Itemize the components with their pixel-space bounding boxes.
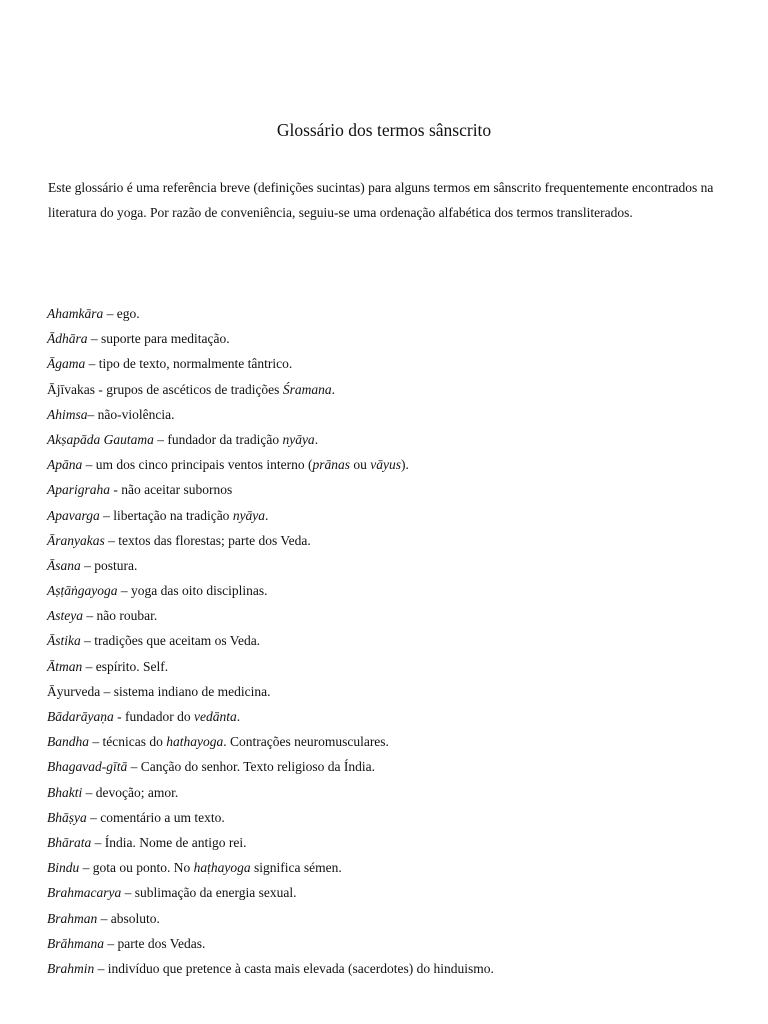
glossary-definition: - não aceitar subornos: [110, 482, 233, 498]
glossary-definition: ).: [400, 457, 409, 473]
glossary-definition: – comentário a um texto.: [86, 809, 225, 825]
glossary-term: Ājīvakas: [47, 381, 95, 397]
glossary-entry: [47, 477, 747, 502]
glossary-entry: [47, 427, 747, 452]
glossary-entry: [47, 578, 747, 603]
glossary-term: Ātman: [47, 658, 83, 674]
glossary-term: Bandha: [47, 734, 89, 750]
glossary-definition: – ego.: [103, 306, 140, 321]
glossary-definition: – Índia. Nome de antigo rei.: [91, 834, 247, 850]
glossary-term: Apavarga: [47, 507, 100, 523]
glossary-entry: [47, 830, 747, 855]
glossary-term: Apāna: [47, 457, 83, 473]
glossary-definition: – sistema indiano de medicina.: [100, 683, 271, 699]
glossary-entry: [47, 553, 747, 578]
glossary-emphasis: prānas: [312, 457, 350, 473]
glossary-term: Brahmacarya: [47, 885, 122, 901]
glossary-entry: [47, 503, 747, 528]
glossary-term: Ahimsa: [47, 406, 88, 422]
glossary-definition: – sublimação da energia sexual.: [121, 885, 297, 901]
glossary-definition: significa sémen.: [250, 860, 342, 876]
glossary-definition: – não roubar.: [83, 608, 158, 624]
glossary-definition: . Contrações neuromusculares.: [223, 734, 389, 750]
glossary-entry: [47, 780, 747, 805]
glossary-definition: – devoção; amor.: [82, 784, 179, 800]
glossary-definition: – espírito. Self.: [82, 658, 169, 674]
glossary-term: Bhakti: [47, 784, 83, 800]
glossary-emphasis: Śramana: [282, 381, 332, 397]
glossary-term: Aṣṭāṅgayoga: [47, 583, 118, 599]
glossary-entry: [47, 729, 747, 754]
glossary-term: Āranyakas: [47, 532, 105, 548]
glossary-list: [47, 301, 747, 981]
glossary-entry: [47, 301, 747, 326]
glossary-term: Āstika: [47, 633, 81, 649]
glossary-entry: [47, 679, 747, 704]
glossary-definition: – libertação na tradição: [99, 507, 233, 523]
glossary-term: Āgama: [47, 356, 86, 372]
glossary-emphasis: nyāya: [232, 507, 266, 523]
glossary-emphasis: hathayoga: [166, 734, 224, 750]
glossary-entry: [47, 956, 747, 981]
glossary-term: Bhagavad-gītā: [47, 759, 128, 775]
glossary-entry: [47, 931, 747, 956]
glossary-definition: – indivíduo que pretence à casta mais elevada (sacerdotes) do hinduismo.: [94, 960, 494, 976]
glossary-definition: – parte dos Vedas.: [104, 935, 206, 951]
glossary-entry: [47, 326, 747, 351]
glossary-definition: – yoga das oito disciplinas.: [117, 583, 268, 599]
glossary-definition: – um dos cinco principais ventos interno (: [82, 457, 313, 473]
glossary-term: Aparigraha: [47, 482, 111, 498]
glossary-definition: – tradições que aceitam os Veda.: [80, 633, 261, 649]
glossary-entry: [47, 628, 747, 653]
glossary-entry: [47, 805, 747, 830]
glossary-term: Brāhmana: [47, 935, 104, 951]
glossary-definition: - fundador do: [113, 709, 194, 724]
glossary-entry: [47, 351, 747, 376]
glossary-entry: [47, 452, 747, 477]
glossary-definition: ou: [349, 457, 371, 473]
glossary-term: Bādarāyaṇa: [47, 709, 114, 724]
glossary-emphasis: vāyus: [370, 457, 401, 473]
glossary-term: Bhārata: [47, 834, 92, 850]
glossary-entry: [47, 906, 747, 931]
glossary-definition: .: [236, 709, 241, 724]
glossary-entry: [47, 654, 747, 679]
intro-paragraph: Este glossário é uma referência breve (definições sucintas) para alguns termos em sânscrito frequentemente encontrados na literatura do yoga. Por razão de conveniência, seguiu-se uma ordenação alfabética dos termos transliterados.: [48, 180, 714, 220]
glossary-entry: [47, 880, 747, 905]
glossary-term: Āyurveda: [47, 683, 101, 699]
glossary-entry: [47, 528, 747, 553]
glossary-term: Bindu: [47, 860, 80, 876]
glossary-definition: – não-violência.: [87, 406, 175, 422]
glossary-definition: – fundador da tradição: [153, 431, 283, 447]
glossary-entry: [47, 855, 747, 880]
glossary-term: Akṣapāda Gautama: [47, 431, 154, 447]
glossary-emphasis: nyāya: [282, 431, 315, 447]
glossary-definition: – textos das florestas; parte dos Veda.: [104, 532, 311, 548]
glossary-definition: – técnicas do: [89, 734, 167, 750]
glossary-entry: [47, 603, 747, 628]
glossary-term: Āsana: [47, 557, 81, 573]
glossary-entry: [47, 377, 747, 402]
glossary-definition: .: [314, 431, 319, 447]
glossary-term: Brahmin: [47, 960, 95, 976]
glossary-emphasis: haṭhayoga: [193, 860, 251, 876]
glossary-term: Ādhāra: [47, 331, 88, 347]
glossary-entry: [47, 402, 747, 427]
glossary-definition: .: [265, 507, 269, 523]
glossary-definition: - grupos de ascéticos de tradições: [95, 381, 283, 397]
glossary-term: Asteya: [47, 608, 83, 624]
glossary-entry: [47, 754, 747, 779]
glossary-definition: – tipo de texto, normalmente tântrico.: [85, 356, 293, 372]
glossary-definition: – Canção do senhor. Texto religioso da Índia.: [127, 759, 376, 775]
glossary-definition: .: [331, 381, 335, 397]
glossary-entry: [47, 704, 747, 729]
glossary-term: Bhāṣya: [47, 809, 87, 825]
glossary-term: Ahamkāra: [47, 306, 104, 321]
glossary-definition: – postura.: [80, 557, 138, 573]
glossary-definition: – gota ou ponto. No: [79, 860, 194, 876]
glossary-term: Brahman: [47, 910, 98, 926]
page-title: Glossário dos termos sânscrito: [276, 120, 492, 140]
glossary-definition: – suporte para meditação.: [87, 331, 230, 347]
glossary-definition: – absoluto.: [97, 910, 160, 926]
glossary-emphasis: vedānta: [193, 709, 237, 724]
